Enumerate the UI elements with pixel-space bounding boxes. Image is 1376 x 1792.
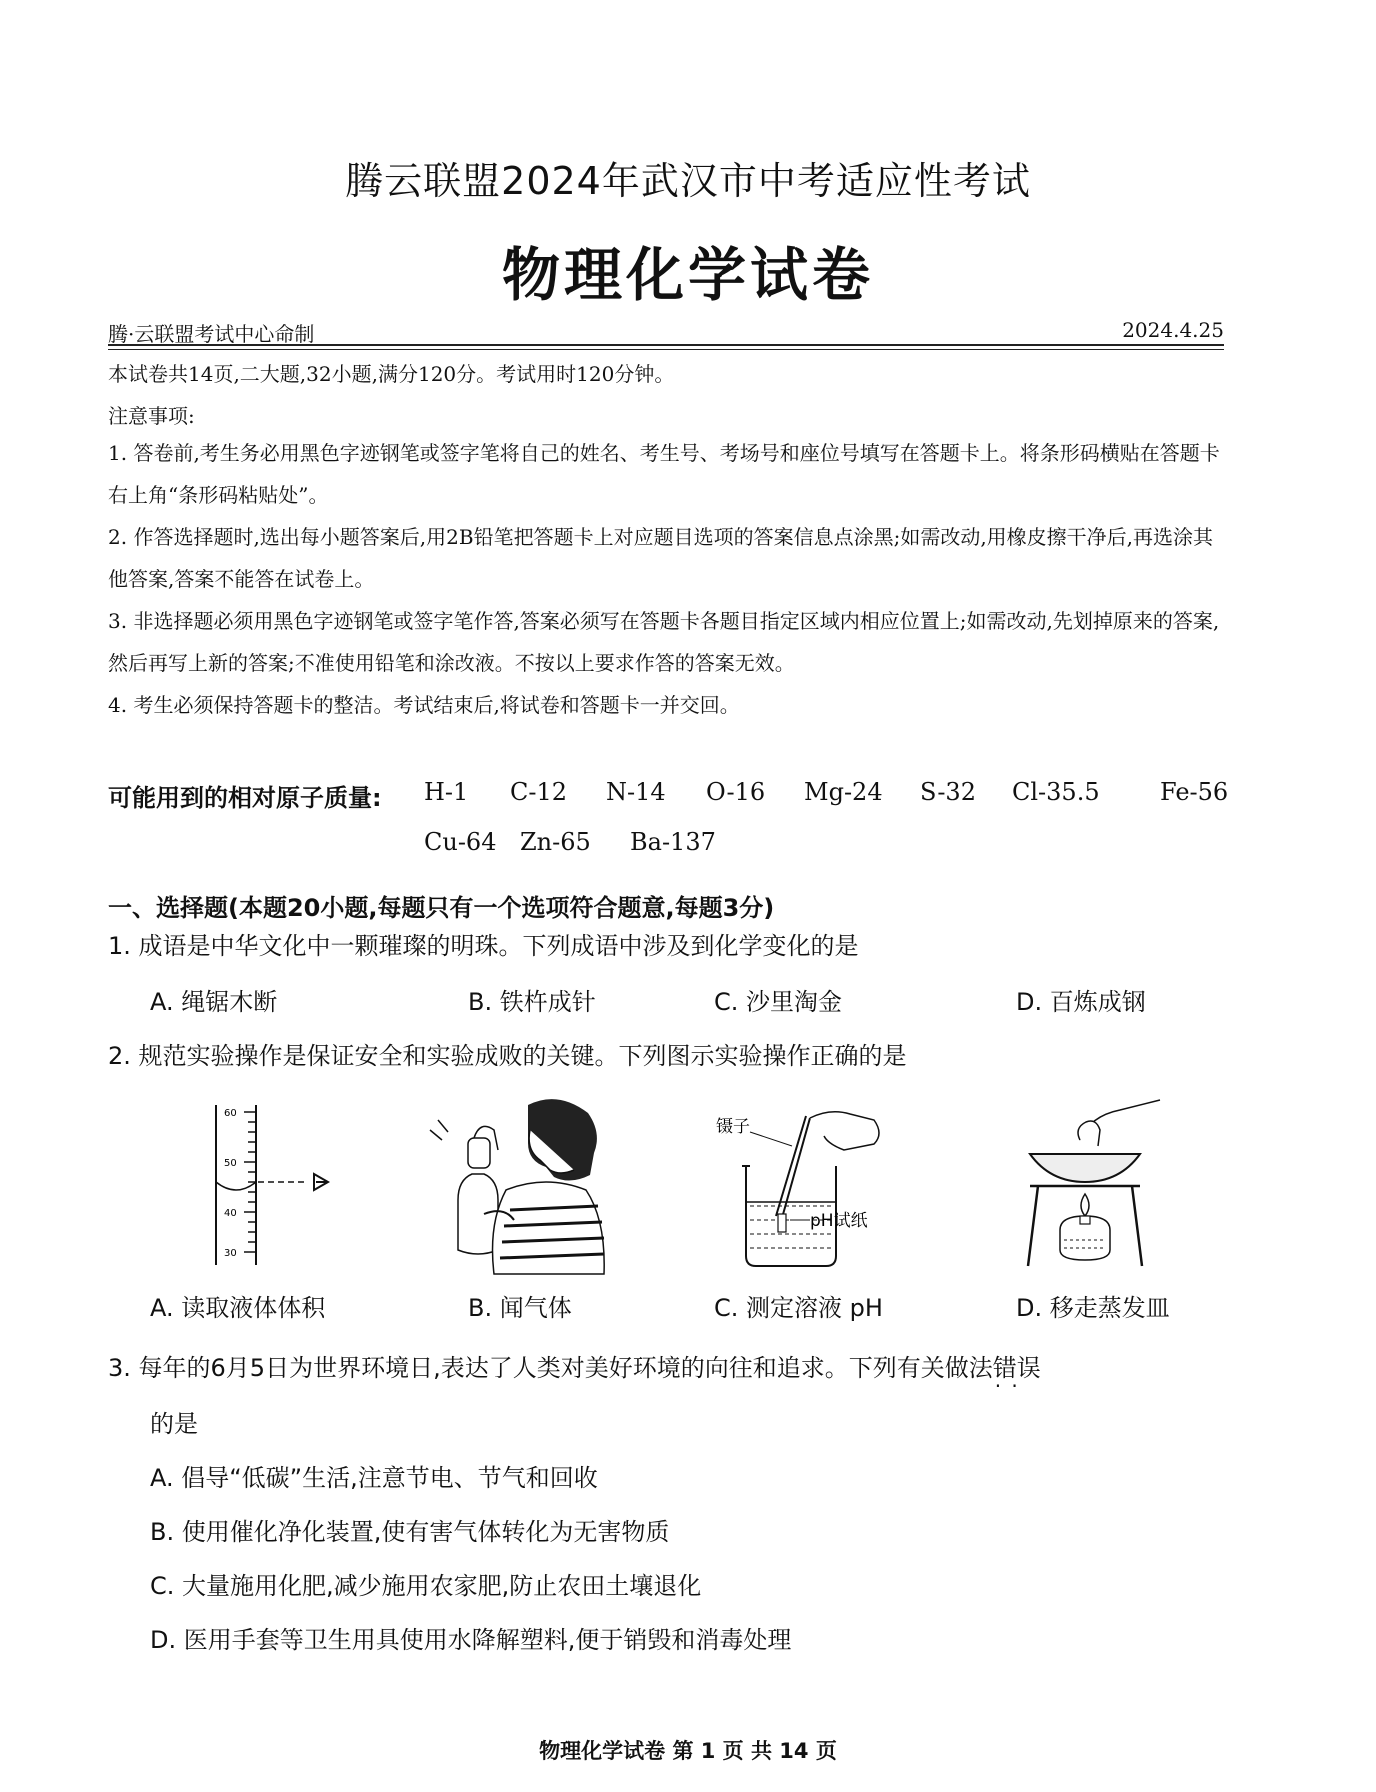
header-rule — [108, 344, 1224, 346]
atomic-mass-item: Fe-56 — [1160, 778, 1229, 806]
notice-heading: 注意事项: — [108, 404, 195, 428]
q3-option-d: D. 医用手套等卫生用具使用水降解塑料,便于销毁和消毒处理 — [150, 1626, 792, 1654]
notice-item-1: 1. 答卷前,考生务必用黑色字迹钢笔或签字笔将自己的姓名、考生号、考场号和座位号填写在答题卡上。将条形码横贴在答题卡右上角“条形码粘贴处”。 — [108, 441, 1220, 507]
exam-intro: 本试卷共14页,二大题,32小题,满分120分。考试用时120分钟。 — [108, 362, 675, 386]
atomic-mass-item: S-32 — [920, 778, 976, 806]
q2-option-a: A. 读取液体体积 — [150, 1294, 326, 1322]
q2-option-b: B. 闻气体 — [468, 1294, 572, 1322]
header-rule-thin — [108, 349, 1224, 350]
cylinder-tick-label: 40 — [224, 1208, 237, 1219]
q1-option-b: B. 铁杵成针 — [468, 988, 596, 1016]
question-3-stem-end: 的是 — [150, 1410, 198, 1438]
q3-option-a: A. 倡导“低碳”生活,注意节电、节气和回收 — [150, 1464, 598, 1492]
atomic-mass-item: N-14 — [606, 778, 666, 806]
atomic-mass-label: 可能用到的相对原子质量: — [108, 784, 382, 812]
q1-option-d: D. 百炼成钢 — [1016, 988, 1146, 1016]
exam-title: 腾云联盟2024年武汉市中考适应性考试 — [345, 159, 1031, 203]
q3-option-b: B. 使用催化净化装置,使有害气体转化为无害物质 — [150, 1518, 670, 1546]
question-1-stem: 1. 成语是中华文化中一颗璀璨的明珠。下列成语中涉及到化学变化的是 — [108, 932, 859, 960]
figure-evaporating-dish — [1010, 1090, 1180, 1280]
atomic-mass-item: C-12 — [510, 778, 568, 806]
issuer-label: 腾·云联盟考试中心命制 — [108, 322, 315, 346]
notice-item-2: 2. 作答选择题时,选出每小题答案后,用2B铅笔把答题卡上对应题目选项的答案信息点涂黑;如需改动,用橡皮擦干净后,再选涂其他答案,答案不能答在试卷上。 — [108, 525, 1214, 591]
figure-graduated-cylinder — [196, 1100, 346, 1270]
atomic-mass-item: Cl-35.5 — [1012, 778, 1100, 806]
q1-option-a: A. 绳锯木断 — [150, 988, 278, 1016]
question-2-stem: 2. 规范实验操作是保证安全和实验成败的关键。下列图示实验操作正确的是 — [108, 1042, 907, 1070]
cylinder-tick-label: 30 — [224, 1248, 237, 1259]
atomic-mass-item: Ba-137 — [630, 828, 716, 856]
q3-emphasis: 错误 · · — [993, 1354, 1041, 1382]
atomic-mass-item: H-1 — [424, 778, 469, 806]
figure-smelling-gas — [418, 1090, 628, 1280]
exam-subtitle: 物理化学试卷 — [501, 241, 874, 309]
atomic-mass-item: Cu-64 — [424, 828, 497, 856]
q2-option-c: C. 测定溶液 pH — [714, 1294, 883, 1322]
q3-stem-text: 3. 每年的6月5日为世界环境日,表达了人类对美好环境的向往和追求。下列有关做法 — [108, 1354, 993, 1382]
exam-date: 2024.4.25 — [1122, 318, 1224, 342]
cylinder-tick-label: 60 — [224, 1108, 237, 1119]
ph-paper-label: pH试纸 — [810, 1211, 868, 1231]
atomic-mass-item: Zn-65 — [520, 828, 591, 856]
tweezers-label: 镊子 — [716, 1117, 750, 1137]
question-3-stem — [108, 1348, 1228, 1383]
page-footer: 物理化学试卷 第 1 页 共 14 页 — [539, 1739, 837, 1763]
notice-item-3: 3. 非选择题必须用黑色字迹钢笔或签字笔作答,答案必须写在答题卡各题目指定区域内相应位置上;如需改动,先划掉原来的答案,然后再写上新的答案;不准使用铅笔和涂改液。不按以上要求作答的答案无效。 — [108, 609, 1220, 675]
atomic-mass-item: O-16 — [706, 778, 766, 806]
q2-option-d: D. 移走蒸发皿 — [1016, 1294, 1170, 1322]
figure-ph-test — [706, 1096, 906, 1276]
q1-option-c: C. 沙里淘金 — [714, 988, 843, 1016]
section-heading: 一、选择题(本题20小题,每题只有一个选项符合题意,每题3分) — [108, 894, 775, 922]
notice-item-4: 4. 考生必须保持答题卡的整洁。考试结束后,将试卷和答题卡一并交回。 — [108, 693, 740, 717]
cylinder-tick-label: 50 — [224, 1158, 237, 1169]
q3-option-c: C. 大量施用化肥,减少施用农家肥,防止农田土壤退化 — [150, 1572, 702, 1600]
atomic-mass-item: Mg-24 — [804, 778, 883, 806]
